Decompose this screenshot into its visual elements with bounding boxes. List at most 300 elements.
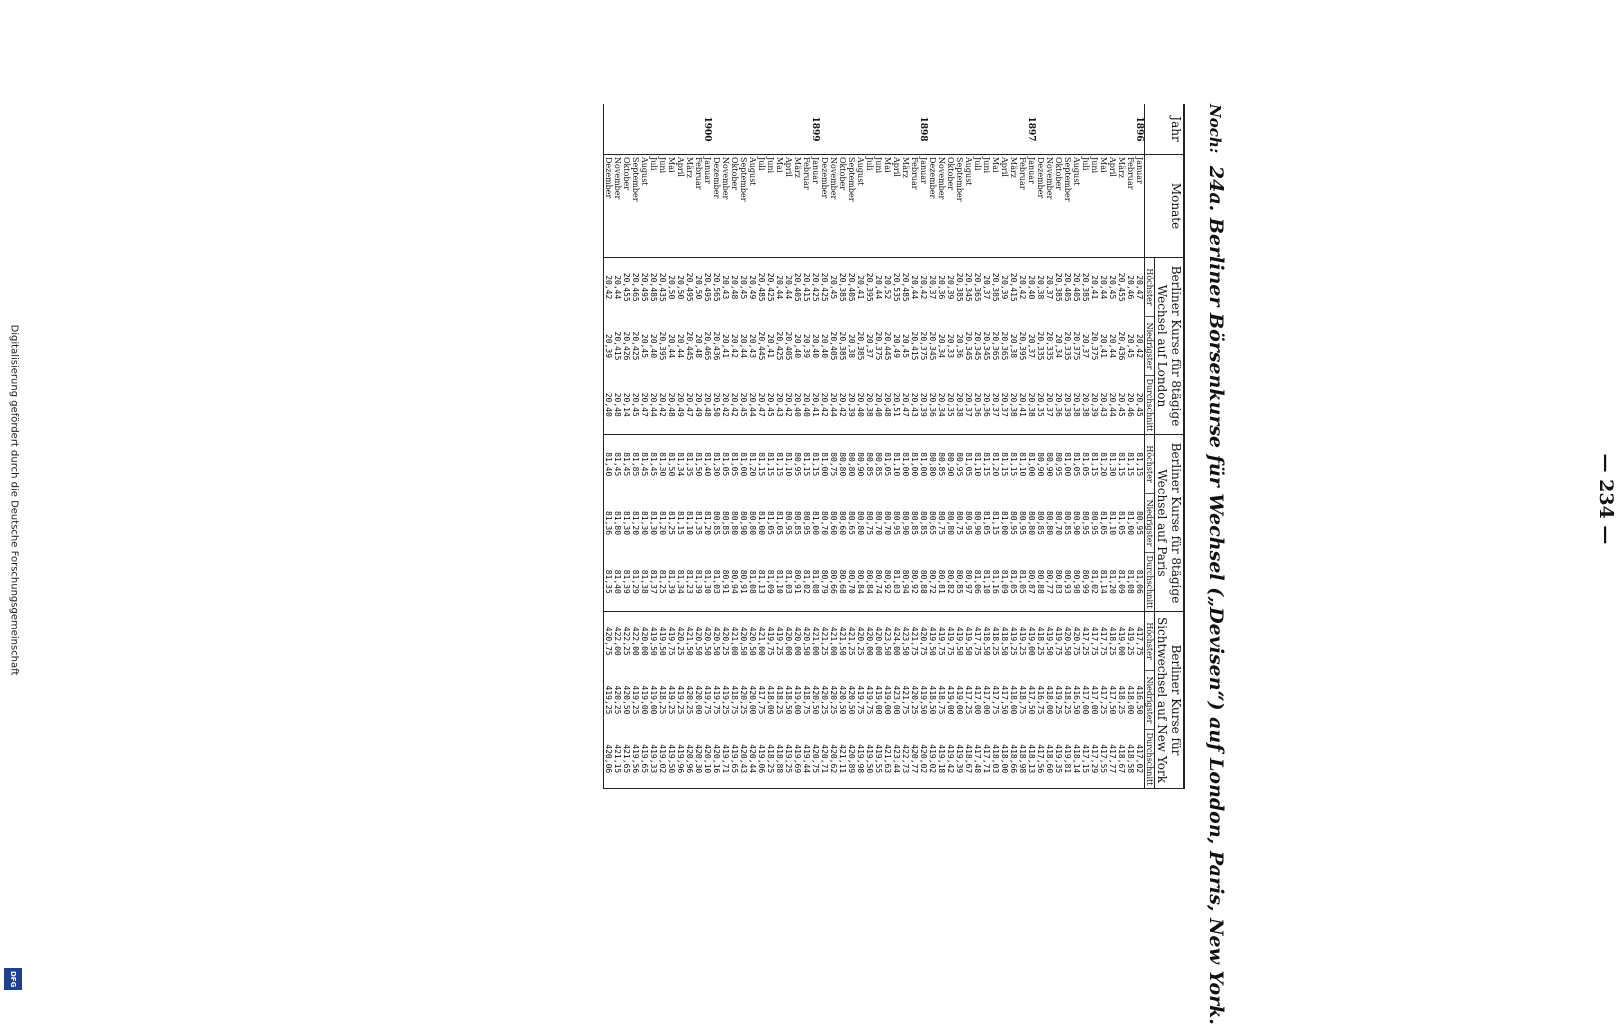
rate-value: 20,43 xyxy=(775,392,784,417)
rate-value: 419,25 xyxy=(604,685,613,715)
year-label: 1900 xyxy=(604,104,713,155)
rate-value: 20,39 xyxy=(1090,392,1099,417)
rate-value: 20,38 xyxy=(865,392,874,417)
rate-value: 20,36 xyxy=(937,275,946,300)
subheader-ny-durchschnitt: Durchschnitt xyxy=(1145,730,1155,789)
month-label: Februar xyxy=(1126,157,1135,190)
rate-value: 420,25 xyxy=(829,685,838,715)
rate-value: 420,50 xyxy=(712,626,721,656)
rate-value: 20,37 xyxy=(982,275,991,300)
rate-value: 81,05 xyxy=(982,510,991,536)
col-ny-niedrigster xyxy=(820,671,928,730)
rate-value: 81,34 xyxy=(676,452,685,477)
rate-value: 421,75 xyxy=(901,685,910,715)
rate-value: 20,50 xyxy=(694,275,703,300)
rate-value: 418,25 xyxy=(1108,626,1117,656)
col-paris-durchschnitt xyxy=(1036,553,1145,612)
rate-value: 80,80 xyxy=(856,510,865,536)
rate-value: 20,45 xyxy=(1108,275,1117,300)
month-label: Mai xyxy=(667,157,676,173)
rate-value: 20,535 xyxy=(892,272,901,302)
rate-value: 20,45 xyxy=(631,392,640,417)
rate-value: 20,425 xyxy=(775,331,784,361)
rate-value: 20,44 xyxy=(829,392,838,417)
rate-value: 419,98 xyxy=(856,744,865,774)
rate-value: 420,50 xyxy=(1063,626,1072,656)
month-label: Oktober xyxy=(622,157,631,191)
rate-value: 80,75 xyxy=(955,510,964,536)
rate-value: 20,43 xyxy=(721,275,730,300)
rate-value: 420,10 xyxy=(703,744,712,774)
rate-value: 80,85 xyxy=(937,452,946,477)
month-label: Februar xyxy=(910,157,919,190)
rate-value: 80,84 xyxy=(865,569,874,594)
rate-value: 420,25 xyxy=(856,626,865,656)
rate-value: 20,445 xyxy=(883,331,892,361)
col-london-niedrigster xyxy=(604,317,713,376)
month-label: Februar xyxy=(1018,157,1027,190)
rate-value: 419,50 xyxy=(964,626,973,656)
rate-value: 81,15 xyxy=(757,452,766,477)
rate-value: 419,50 xyxy=(667,744,676,774)
rate-value: 20,39 xyxy=(604,333,613,359)
rate-value: 20,495 xyxy=(640,272,649,302)
rate-value: 20,385 xyxy=(856,331,865,361)
rate-value: 417,48 xyxy=(973,744,982,774)
rate-value: 419,00 xyxy=(883,685,892,715)
rate-value: 80,70 xyxy=(820,510,829,536)
rate-value: 20,415 xyxy=(1009,272,1018,302)
rate-value: 80,95 xyxy=(793,452,802,477)
rate-value: 20,365 xyxy=(991,331,1000,361)
rate-value: 20,47 xyxy=(640,392,649,417)
rate-value: 419,75 xyxy=(865,685,874,715)
rate-value: 81,40 xyxy=(613,569,622,594)
rate-value: 81,20 xyxy=(703,510,712,536)
rate-value: 81,36 xyxy=(604,510,613,536)
rate-value: 81,35 xyxy=(604,569,613,594)
col-london-durchschnitt xyxy=(1036,376,1145,435)
rate-value: 80,60 xyxy=(838,510,847,536)
month-label: August xyxy=(640,157,649,186)
rate-value: 20,14 xyxy=(622,392,631,417)
rate-value: 419,50 xyxy=(658,626,667,656)
col-london-niedrigster xyxy=(1036,317,1145,376)
rate-value: 81,15 xyxy=(1090,452,1099,477)
col-london-niedrigster xyxy=(820,317,928,376)
month-label: Juli xyxy=(757,157,766,171)
rate-value: 81,08 xyxy=(811,569,820,594)
rate-value: 20,385 xyxy=(1081,272,1090,302)
rate-value: 20,37 xyxy=(964,392,973,417)
rate-value: 20,385 xyxy=(955,272,964,302)
rate-value: 420,00 xyxy=(793,626,802,656)
rate-value: 81,15 xyxy=(802,452,811,477)
rate-value: 20,36 xyxy=(973,392,982,417)
col-ny-niedrigster xyxy=(712,671,820,730)
rate-value: 20,44 xyxy=(1108,392,1117,417)
rate-value: 420,50 xyxy=(847,685,856,715)
month-label: November xyxy=(937,157,946,200)
rate-value: 20,34 xyxy=(1054,333,1063,359)
year-label: 1898 xyxy=(820,104,928,155)
rate-value: 420,00 xyxy=(640,626,649,656)
month-label: November xyxy=(721,157,730,200)
rate-value: 81,30 xyxy=(1108,452,1117,477)
rate-value: 80,94 xyxy=(901,569,910,594)
rate-value: 418,67 xyxy=(1117,744,1126,774)
rate-value: 417,75 xyxy=(991,685,1000,715)
rate-value: 418,50 xyxy=(982,626,991,656)
rate-value: 20,45 xyxy=(1126,333,1135,359)
rate-value: 81,05 xyxy=(766,510,775,536)
rate-value: 421,11 xyxy=(838,744,847,774)
rate-value: 81,35 xyxy=(694,510,703,536)
rate-value: 419,33 xyxy=(649,744,658,774)
rate-value: 81,10 xyxy=(892,452,901,477)
rate-value: 423,44 xyxy=(892,744,901,774)
rate-value: 80,75 xyxy=(937,510,946,536)
rate-value: 421,50 xyxy=(838,626,847,656)
rate-value: 81,15 xyxy=(982,452,991,477)
rate-value: 81,80 xyxy=(613,510,622,536)
rate-value: 419,50 xyxy=(649,626,658,656)
rate-value: 20,48 xyxy=(883,392,892,417)
rate-value: 80,80 xyxy=(928,452,937,477)
rate-value: 20,34 xyxy=(937,333,946,359)
rate-value: 420,50 xyxy=(703,626,712,656)
rate-value: 81,45 xyxy=(640,452,649,477)
rate-value: 417,75 xyxy=(757,685,766,715)
rate-value: 419,56 xyxy=(631,744,640,774)
rate-value: 80,74 xyxy=(874,569,883,594)
rate-value: 81,00 xyxy=(1000,510,1009,536)
month-label: Juli xyxy=(865,157,874,171)
rate-value: 20,41 xyxy=(1099,333,1108,359)
year-label: 1896 xyxy=(1036,104,1145,155)
rate-value: 419,39 xyxy=(955,744,964,774)
rate-value: 81,45 xyxy=(649,452,658,477)
rate-value: 419,25 xyxy=(1054,685,1063,715)
rate-value: 417,00 xyxy=(1090,685,1099,715)
col-paris-niedrigster xyxy=(712,494,820,553)
rate-value: 81,40 xyxy=(604,452,613,477)
rate-value: 81,05 xyxy=(1117,510,1126,536)
month-label: September xyxy=(847,157,856,202)
rate-value: 81,39 xyxy=(667,569,676,594)
subheader-london-niedrigster: Niedrigster xyxy=(1145,317,1155,376)
rate-value: 81,20 xyxy=(1099,452,1108,477)
header-paris: Berliner Kurse für 8tägige Wechsel auf Paris xyxy=(1155,435,1185,612)
rate-value: 81,03 xyxy=(784,569,793,594)
rate-value: 419,71 xyxy=(721,744,730,774)
rate-value: 80,80 xyxy=(946,510,955,536)
rate-value: 20,365 xyxy=(973,272,982,302)
rate-value: 20,44 xyxy=(667,333,676,359)
rate-value: 81,20 xyxy=(748,452,757,477)
rate-value: 80,85 xyxy=(721,510,730,536)
month-label: Juni xyxy=(982,157,991,174)
subheader-london-durchschnitt: Durchschnitt xyxy=(1145,376,1155,435)
table-row xyxy=(604,104,713,789)
rate-value: 20,37 xyxy=(865,333,874,359)
rate-value: 20,375 xyxy=(1090,331,1099,361)
header-jahr: Jahr xyxy=(1145,104,1185,155)
rate-value: 417,25 xyxy=(1099,685,1108,715)
rate-value: 20,345 xyxy=(964,331,973,361)
page-title-prefix: Noch: xyxy=(1206,104,1224,154)
rate-value: 20,436 xyxy=(712,331,721,361)
rate-value: 80,70 xyxy=(1054,510,1063,536)
month-label: März xyxy=(685,157,694,178)
rate-value: 419,25 xyxy=(667,685,676,715)
rate-value: 20,44 xyxy=(613,275,622,300)
rate-value: 20,51 xyxy=(892,392,901,417)
rate-value: 420,00 xyxy=(784,626,793,656)
rate-value: 20,335 xyxy=(1045,331,1054,361)
col-london-durchschnitt xyxy=(712,376,820,435)
rate-value: 419,25 xyxy=(1126,626,1135,656)
rate-value: 418,50 xyxy=(784,685,793,715)
rate-value: 80,99 xyxy=(1081,569,1090,594)
rate-value: 423,50 xyxy=(883,626,892,656)
rate-value: 20,39 xyxy=(919,392,928,417)
rate-value: 20,385 xyxy=(838,331,847,361)
rate-value: 20,436 xyxy=(1117,331,1126,361)
rate-value: 420,75 xyxy=(811,744,820,774)
rate-value: 20,495 xyxy=(685,272,694,302)
rate-value: 419,50 xyxy=(955,626,964,656)
subheader-paris-durchschnitt: Durchschnitt xyxy=(1145,553,1155,612)
rate-value: 81,00 xyxy=(1027,452,1036,477)
month-label: August xyxy=(748,157,757,186)
rate-value: 418,03 xyxy=(991,744,1000,774)
month-list xyxy=(820,155,928,258)
rate-value: 20,43 xyxy=(748,333,757,359)
rate-value: 419,02 xyxy=(928,744,937,774)
rate-value: 20,385 xyxy=(838,272,847,302)
rate-value: 20,40 xyxy=(604,392,613,417)
rate-value: 418,25 xyxy=(775,685,784,715)
rate-value: 420,43 xyxy=(739,744,748,774)
month-label: März xyxy=(1009,157,1018,178)
rate-value: 80,81 xyxy=(937,569,946,594)
rate-value: 20,44 xyxy=(775,275,784,300)
rate-value: 80,80 xyxy=(1045,510,1054,536)
rate-value: 20,42 xyxy=(730,392,739,417)
rate-value: 419,42 xyxy=(946,744,955,774)
rate-value: 419,25 xyxy=(721,685,730,715)
month-label: April xyxy=(1108,157,1117,177)
rate-value: 418,25 xyxy=(766,744,775,774)
rate-value: 419,35 xyxy=(1054,744,1063,774)
rate-value: 81,00 xyxy=(1063,452,1072,477)
rate-value: 81,09 xyxy=(1117,569,1126,594)
rate-value: 81,00 xyxy=(820,452,829,477)
rate-value: 20,42 xyxy=(1018,275,1027,300)
col-paris-niedrigster xyxy=(1036,494,1145,553)
rate-value: 20,40 xyxy=(793,392,802,417)
rate-value: 20,565 xyxy=(712,272,721,302)
rate-value: 419,50 xyxy=(919,685,928,715)
rate-value: 418,00 xyxy=(1126,685,1135,715)
rate-value: 423,50 xyxy=(901,626,910,656)
rate-value: 81,13 xyxy=(757,569,766,594)
rate-value: 80,70 xyxy=(847,569,856,594)
rate-value: 418,13 xyxy=(1027,744,1036,774)
rate-value: 81,30 xyxy=(649,510,658,536)
rate-value: 418,58 xyxy=(1126,744,1135,774)
rate-value: 421,65 xyxy=(622,744,631,774)
rate-value: 20,44 xyxy=(874,275,883,300)
rate-value: 20,395 xyxy=(865,272,874,302)
month-label: Mai xyxy=(1099,157,1108,173)
rate-value: 81,15 xyxy=(1135,452,1144,477)
month-label: März xyxy=(901,157,910,178)
rate-value: 20,42 xyxy=(820,392,829,417)
rate-value: 20,49 xyxy=(676,392,685,417)
page-title xyxy=(1205,104,1227,1025)
rate-value: 81,02 xyxy=(802,569,811,594)
rate-value: 20,42 xyxy=(1135,333,1144,359)
rate-value: 419,25 xyxy=(1018,626,1027,656)
rate-value: 420,71 xyxy=(820,744,829,774)
rate-value: 417,55 xyxy=(1099,744,1108,774)
year-label: 1897 xyxy=(928,104,1036,155)
rate-value: 422,25 xyxy=(622,626,631,656)
rate-value: 419,00 xyxy=(649,685,658,715)
month-label: Dezember xyxy=(1036,157,1045,199)
month-label: Mai xyxy=(883,157,892,173)
rate-value: 416,75 xyxy=(1036,685,1045,715)
col-ny-durchschnitt xyxy=(928,730,1036,789)
rate-value: 81,39 xyxy=(622,569,631,594)
rate-value: 80,77 xyxy=(1045,569,1054,594)
rate-value: 80,90 xyxy=(856,452,865,477)
rate-value: 20,40 xyxy=(811,333,820,359)
rate-value: 81,25 xyxy=(667,510,676,536)
rate-value: 81,50 xyxy=(667,452,676,477)
rate-value: 20,375 xyxy=(874,331,883,361)
col-paris-niedrigster xyxy=(604,494,713,553)
rate-value: 20,37 xyxy=(928,275,937,300)
month-label: Juli xyxy=(973,157,982,171)
exchange-rate-table xyxy=(603,104,1185,789)
rate-value: 20,44 xyxy=(1099,275,1108,300)
rate-value: 81,15 xyxy=(1009,452,1018,477)
rate-value: 20,43 xyxy=(910,392,919,417)
rate-value: 419,55 xyxy=(874,744,883,774)
rate-value: 20,37 xyxy=(1027,333,1036,359)
rate-value: 80,90 xyxy=(739,510,748,536)
rate-value: 420,44 xyxy=(748,744,757,774)
rate-value: 419,75 xyxy=(937,626,946,656)
month-label: Juli xyxy=(649,157,658,171)
rate-value: 419,00 xyxy=(640,685,649,715)
rate-value: 20,44 xyxy=(739,333,748,359)
rate-value: 80,80 xyxy=(847,452,856,477)
rate-value: 80,98 xyxy=(1072,569,1081,594)
col-london-hoechster xyxy=(1036,258,1145,317)
rate-value: 20,42 xyxy=(730,333,739,359)
rate-value: 20,485 xyxy=(649,272,658,302)
rate-value: 20,42 xyxy=(838,392,847,417)
rate-value: 418,25 xyxy=(1117,685,1126,715)
rate-value: 80,65 xyxy=(847,510,856,536)
rate-value: 419,75 xyxy=(856,685,865,715)
rate-value: 417,29 xyxy=(1090,744,1099,774)
rate-value: 417,75 xyxy=(1099,626,1108,656)
col-ny-durchschnitt xyxy=(1036,730,1145,789)
month-label: April xyxy=(892,157,901,177)
rate-value: 420,06 xyxy=(604,744,613,774)
rate-value: 81,02 xyxy=(1090,569,1099,594)
rate-value: 80,95 xyxy=(1009,510,1018,536)
rate-value: 80,85 xyxy=(865,452,874,477)
rate-value: 20,50 xyxy=(676,275,685,300)
rate-value: 81,00 xyxy=(910,452,919,477)
month-label: April xyxy=(784,157,793,177)
rate-value: 81,30 xyxy=(622,510,631,536)
rate-value: 80,85 xyxy=(1036,510,1045,536)
rate-value: 20,38 xyxy=(1027,392,1036,417)
rate-value: 419,75 xyxy=(703,685,712,715)
rate-value: 419,25 xyxy=(676,685,685,715)
rate-value: 20,44 xyxy=(649,392,658,417)
rate-value: 20,345 xyxy=(964,272,973,302)
rate-value: 417,50 xyxy=(1000,685,1009,715)
col-paris-hoechster xyxy=(1036,435,1145,494)
rate-value: 81,03 xyxy=(712,569,721,594)
month-label: Dezember xyxy=(712,157,721,199)
rate-value: 417,77 xyxy=(1108,744,1117,774)
col-paris-durchschnitt xyxy=(712,553,820,612)
rate-value: 81,09 xyxy=(1000,569,1009,594)
rate-value: 418,67 xyxy=(964,744,973,774)
rate-value: 81,45 xyxy=(622,452,631,477)
rate-value: 80,90 xyxy=(1045,452,1054,477)
rate-value: 416,50 xyxy=(1135,685,1144,715)
rate-value: 81,15 xyxy=(1000,452,1009,477)
rate-value: 81,00 xyxy=(811,510,820,536)
col-london-hoechster xyxy=(928,258,1036,317)
rate-value: 80,80 xyxy=(730,510,739,536)
month-label: April xyxy=(676,157,685,177)
month-label: April xyxy=(1000,157,1009,177)
rate-value: 20,42 xyxy=(784,392,793,417)
rate-value: 20,48 xyxy=(703,392,712,417)
month-label: November xyxy=(1045,157,1054,200)
rate-value: 419,69 xyxy=(793,744,802,774)
col-ny-hoechster xyxy=(820,612,928,671)
month-label: Oktober xyxy=(1054,157,1063,191)
rate-value: 80,95 xyxy=(955,452,964,477)
col-ny-hoechster xyxy=(604,612,713,671)
subheader-paris-hoechster: Höchster xyxy=(1145,435,1155,494)
rate-value: 20,47 xyxy=(685,392,694,417)
rate-value: 20,40 xyxy=(856,392,865,417)
rate-value: 80,92 xyxy=(883,569,892,594)
rate-value: 20,426 xyxy=(622,331,631,361)
rate-value: 418,98 xyxy=(1018,744,1027,774)
rate-value: 80,83 xyxy=(1054,569,1063,594)
rate-value: 20,50 xyxy=(667,275,676,300)
rate-value: 420,77 xyxy=(910,744,919,774)
rate-value: 81,15 xyxy=(775,452,784,477)
month-label: Mai xyxy=(775,157,784,173)
rate-value: 420,00 xyxy=(865,626,874,656)
rate-value: 20,38 xyxy=(1081,392,1090,417)
